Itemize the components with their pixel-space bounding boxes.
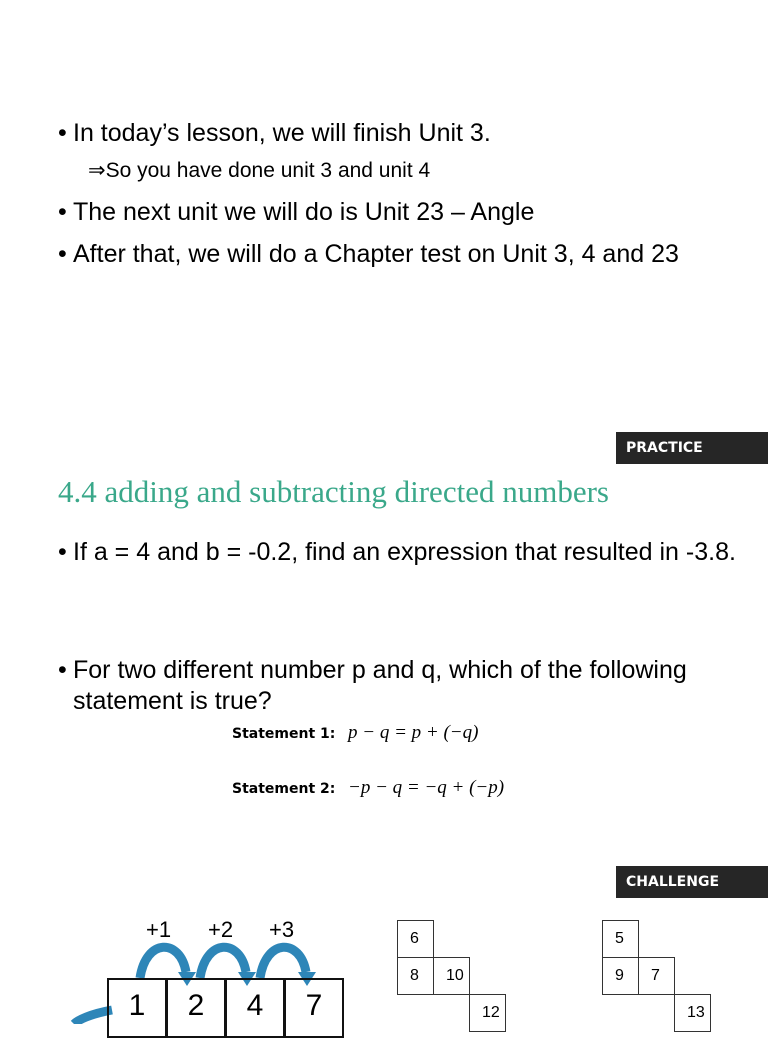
arrow-1 [140, 947, 186, 978]
intro-bullet-3-text: After that, we will do a Chapter test on Unit 3, 4 and 23 [73, 240, 679, 268]
challenge-tag: CHALLENGE [616, 866, 768, 898]
intro-bullet-1: • In today’s lesson, we will finish Unit 3. [58, 119, 491, 147]
sequence-cell: 1 [107, 978, 167, 1038]
statement-2-equation: −p − q = −q + (−p) [348, 777, 505, 798]
statement-1 [232, 722, 478, 744]
practice-question-1: • If a = 4 and b = -0.2, find an expression that resulted in -3.8. [58, 538, 736, 566]
arrow-2 [200, 947, 246, 978]
intro-bullet-1-text: In today’s lesson, we will finish Unit 3. [73, 119, 491, 147]
grid2-cell: 9 [602, 957, 639, 995]
intro-bullet-2-text: The next unit we will do is Unit 23 – Angle [73, 198, 535, 226]
sequence-cell: 2 [166, 978, 226, 1038]
arrow-label-1: +1 [146, 917, 172, 942]
grid1-cell: 10 [433, 957, 470, 995]
statement-1-label: Statement 1: [232, 726, 336, 742]
sequence-cell: 4 [225, 978, 285, 1038]
arrow-3 [260, 947, 306, 978]
practice-question-2-line2: statement is true? [73, 687, 272, 715]
practice-heading: 4.4 adding and subtracting directed numbers [58, 474, 609, 509]
practice-tag: PRACTICE [616, 432, 768, 464]
statement-2-label: Statement 2: [232, 781, 336, 797]
arrow-label-2: +2 [208, 917, 234, 942]
grid1-cell: 8 [397, 957, 434, 995]
intro-bullet-2: • The next unit we will do is Unit 23 – Angle [58, 198, 535, 226]
practice-question-2-line1: For two different number p and q, which of the following [73, 656, 687, 684]
intro-bullet-3: • After that, we will do a Chapter test on Unit 3, 4 and 23 [58, 240, 679, 268]
grid2-cell: 7 [638, 957, 675, 995]
grid1-cell: 6 [397, 920, 434, 958]
statement-1-equation: p − q = p + (−q) [348, 722, 479, 743]
grid2-cell: 13 [674, 994, 711, 1032]
statement-2 [232, 777, 504, 799]
grid2-cell: 5 [602, 920, 639, 958]
grid1-cell: 12 [469, 994, 506, 1032]
practice-question-1-text: If a = 4 and b = -0.2, find an expression that resulted in -3.8. [73, 538, 736, 566]
sequence-cell: 7 [284, 978, 344, 1038]
arrow-label-3: +3 [269, 917, 295, 942]
practice-question-2: • For two different number p and q, which of the following [58, 656, 687, 684]
intro-sub-1: ⇒So you have done unit 3 and unit 4 [88, 159, 431, 182]
